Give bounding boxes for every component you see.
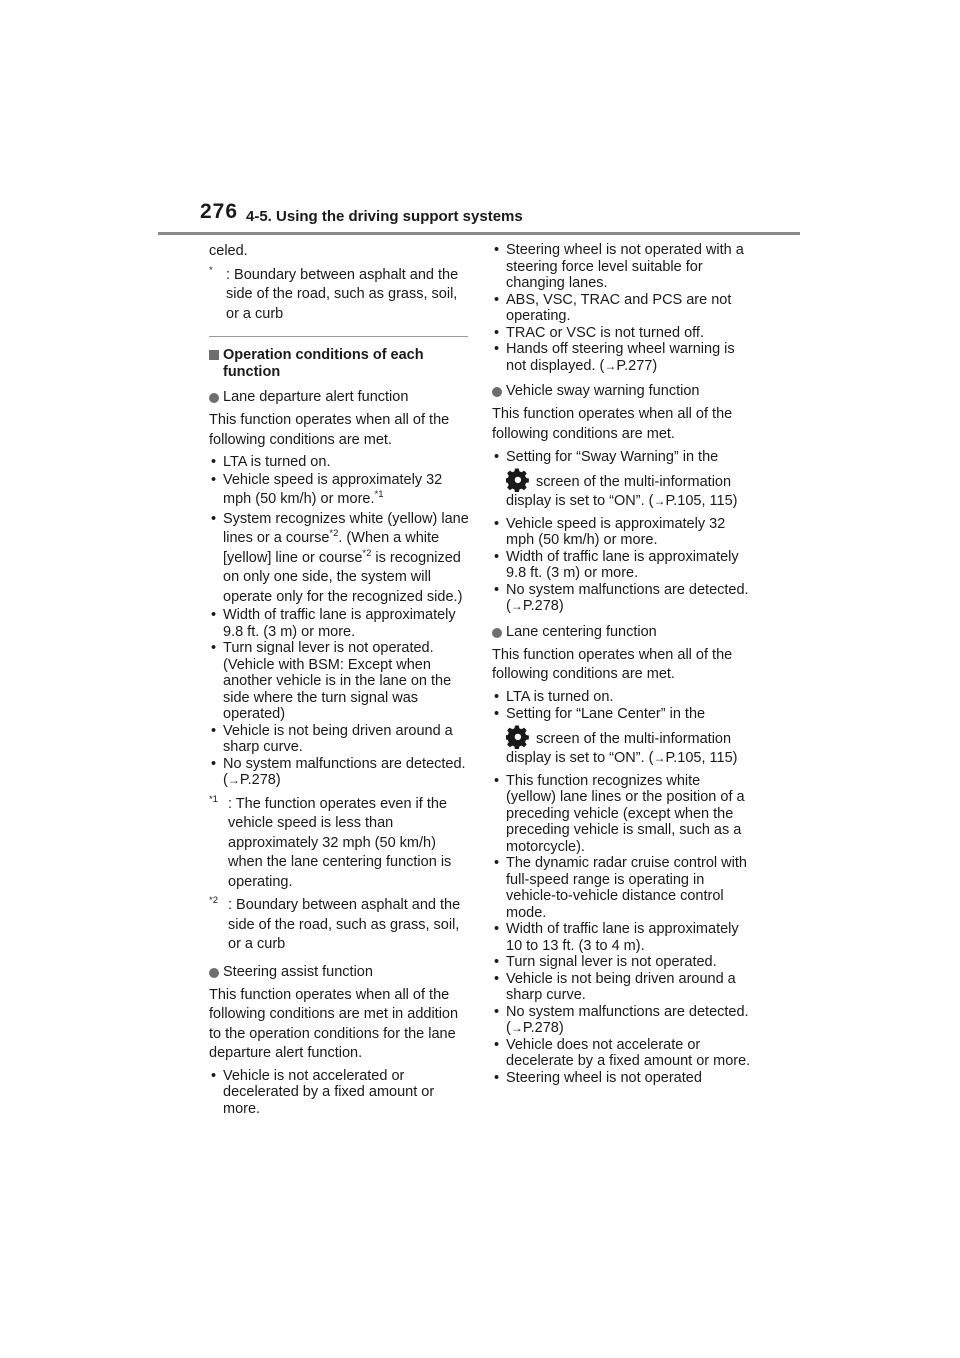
lc-intro: This function operates when all of the following conditions are met.	[492, 646, 733, 682]
page-number: 276	[200, 200, 239, 223]
list-item: • Steering wheel is not operated	[492, 1070, 754, 1087]
subheading-text: Lane departure alert function	[223, 389, 409, 405]
list-item: • Vehicle speed is approximately 32 mph (50 km/h) or more.$^{*1}$	[209, 471, 471, 510]
continued-text: celed.	[209, 243, 248, 259]
footnote-mark: *2	[209, 895, 218, 906]
section-heading	[209, 347, 471, 381]
list-item: • No system malfunctions are detected. (→P.278)	[209, 756, 471, 789]
lda-conditions-list	[209, 454, 471, 789]
list-item: • Vehicle does not accelerate or decelerate by a fixed amount or more.	[492, 1037, 754, 1070]
left-column	[209, 242, 471, 1123]
sa-conditions-list-cont	[492, 242, 754, 374]
footnote-top	[209, 266, 471, 325]
list-item: • Width of traffic lane is approximately 10 to 13 ft. (3 to 4 m).	[492, 921, 754, 954]
arrow-right-icon: →	[510, 1021, 523, 1035]
list-item: • Turn signal lever is not operated.	[492, 954, 754, 971]
footnote-1	[209, 795, 471, 893]
page-header-title: 4-5. Using the driving support systems	[246, 208, 523, 225]
list-item: • Vehicle is not being driven around a sharp curve.	[209, 723, 471, 756]
lane-departure-alert-heading	[209, 388, 471, 407]
sa-intro: This function operates when all of the following conditions are met in addition to the operation conditions for the lane departure alert function.	[209, 986, 459, 1061]
arrow-right-icon: →	[227, 773, 240, 787]
footnote-text: : Boundary between asphalt and the side of the road, such as grass, soil, or a curb	[226, 266, 459, 322]
subheading-text: Lane centering function	[506, 623, 657, 640]
list-item: • This function recognizes white (yellow) lane lines or the position of a preceding vehicle (except when the preceding vehicle is small, such as a motorcycle).	[492, 773, 754, 856]
list-item: • System recognizes white (yellow) lane lines or a course$^{*2}$. (When a white [yellow] line or course$^{*2}$ is recognized on only one side, the system will operate only for the recognized side.)	[209, 510, 471, 608]
list-item: • ABS, VSC, TRAC and PCS are not operating.	[492, 292, 754, 325]
vsw-conditions-list	[492, 448, 754, 615]
arrow-right-icon: →	[653, 751, 666, 765]
lda-intro: This function operates when all of the following conditions are met.	[209, 412, 450, 448]
arrow-right-icon: →	[510, 599, 523, 613]
footnote-mark: *	[209, 264, 213, 276]
list-item: • Width of traffic lane is approximately 9.8 ft. (3 m) or more.	[209, 607, 471, 640]
circle-bullet-icon	[492, 387, 502, 397]
steering-assist-heading	[209, 963, 471, 982]
vehicle-sway-warning-heading	[492, 382, 754, 401]
right-column	[492, 242, 754, 1092]
footnote-text: : The function operates even if the vehicle speed is less than approximately 32 mph (50 km/h) when the lane centering function is operating.	[228, 795, 452, 890]
circle-bullet-icon	[492, 628, 502, 638]
list-item: • LTA is turned on.	[209, 454, 471, 471]
list-item: • Turn signal lever is not operated. (Vehicle with BSM: Except when another vehicle is in the lane on the side where the turn signal was operated)	[209, 640, 471, 723]
circle-bullet-icon	[209, 393, 219, 403]
arrow-right-icon: →	[604, 358, 617, 373]
list-item: • Setting for “Sway Warning” in the screen of the multi-information display is set to “ON”. (→P.105, 115)	[492, 448, 754, 512]
list-item: • Hands off steering wheel warning is not displayed. (→P.277)	[492, 341, 754, 374]
square-bullet-icon	[209, 350, 219, 360]
list-item: • The dynamic radar cruise control with full-speed range is operating in vehicle-to-vehicle distance control mode.	[492, 855, 754, 921]
gear-icon	[506, 725, 530, 749]
list-item: • Setting for “Lane Center” in the screen of the multi-information display is set to “ON”. (→P.105, 115)	[492, 705, 754, 769]
list-item: • No system malfunctions are detected. (→P.278)	[492, 1004, 754, 1037]
vsw-intro: This function operates when all of the following conditions are met.	[492, 406, 733, 442]
section-divider	[209, 336, 468, 337]
subheading-text: Steering assist function	[223, 963, 373, 980]
footnote-text: : Boundary between asphalt and the side of the road, such as grass, soil, or a curb	[228, 897, 461, 952]
header-divider	[158, 232, 800, 235]
sa-conditions-list	[209, 1068, 471, 1118]
list-item: • Vehicle is not being driven around a sharp curve.	[492, 971, 754, 1004]
lane-centering-heading	[492, 623, 754, 642]
subheading-text: Vehicle sway warning function	[506, 383, 700, 399]
footnote-mark: *1	[209, 793, 218, 805]
footnote-2	[209, 896, 471, 955]
section-heading-text: Operation conditions of each function	[223, 347, 424, 380]
list-item: • TRAC or VSC is not turned off.	[492, 325, 754, 342]
arrow-right-icon: →	[653, 494, 666, 508]
list-item: • Width of traffic lane is approximately 9.8 ft. (3 m) or more.	[492, 549, 754, 582]
list-item: • Vehicle speed is approximately 32 mph (50 km/h) or more.	[492, 516, 754, 549]
list-item: • Steering wheel is not operated with a steering force level suitable for changing lanes.	[492, 242, 754, 292]
lc-conditions-list	[492, 689, 754, 1087]
gear-icon	[506, 468, 530, 492]
list-item: • LTA is turned on.	[492, 689, 754, 706]
circle-bullet-icon	[209, 968, 219, 978]
list-item: • Vehicle is not accelerated or decelerated by a fixed amount or more.	[209, 1068, 471, 1118]
list-item: • No system malfunctions are detected. (→P.278)	[492, 582, 754, 615]
